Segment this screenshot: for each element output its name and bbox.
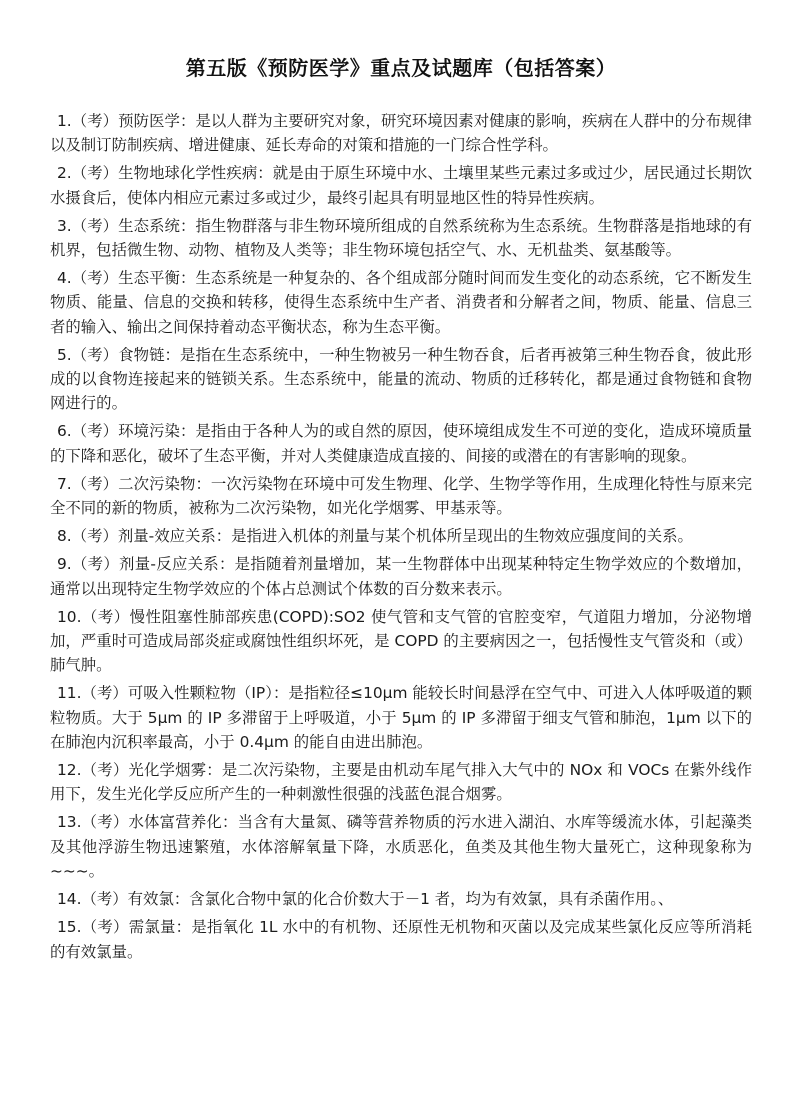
question-text: （考）可吸入性颗粒物（IP）：是指粒径≤10μm 能较长时间悬浮在空气中、可进入人体呼吸道的颗粒物质。大于 5μm 的 IP 多滞留于上呼吸道，小于 5μm 的 IP 多滞留于细支气管和肺泡，1μm 以下的在肺泡内沉积率最高，小于 0.4μm 的能自由进出肺泡。 [50, 684, 752, 751]
question-item [50, 214, 752, 262]
question-item [50, 343, 752, 416]
question-text: （考）生物地球化学性疾病：就是由于原生环境中水、土壤里某些元素过多或过少，居民通过长期饮水摄食后，使体内相应元素过多或过少，最终引起具有明显地区性的特异性疾病。 [50, 164, 752, 207]
question-item [50, 109, 752, 157]
question-text: （考）食物链：是指在生态系统中，一种生物被另一种生物吞食，后者再被第三种生物吞食，彼此形成的以食物连接起来的链锁关系。生态系统中，能量的流动、物质的迁移转化，都是通过食物链和食物网进行的。 [50, 345, 752, 413]
question-number: 12. [57, 761, 82, 780]
question-text: （考）光化学烟雾：是二次污染物，主要是由机动车尾气排入大气中的 NOx 和 VOCs 在紫外线作用下，发生光化学反应所产生的一种刺激性很强的浅蓝色混合烟雾。 [50, 761, 752, 804]
question-item [50, 681, 752, 754]
question-text: （考）剂量-反应关系：是指随着剂量增加，某一生物群体中出现某种特定生物学效应的个数增加，通常以出现特定生物学效应的个体占总测试个体数的百分数来表示。 [50, 555, 752, 598]
question-text: （考）需氯量：是指氧化 1L 水中的有机物、还原性无机物和灭菌以及完成某些氯化反应等所消耗的有效氯量。 [50, 918, 752, 961]
question-number: 4. [57, 269, 72, 288]
question-number: 15. [57, 918, 82, 937]
question-number: 10. [57, 607, 82, 626]
question-number: 5. [57, 345, 72, 364]
question-text: （考）慢性阻塞性肺部疾患(COPD):SO2 使气管和支气管的官腔变窄，气道阻力增加，分泌物增加，严重时可造成局部炎症或腐蚀性组织坏死，是 COPD 的主要病因之一，包括慢性支气管炎和（或）肺气肿。 [50, 607, 752, 675]
question-number: 11. [57, 684, 82, 703]
question-number: 6. [57, 422, 72, 441]
question-text: （考）生态平衡：生态系统是一种复杂的、各个组成部分随时间而发生变化的动态系统，它不断发生物质、能量、信息的交换和转移，使得生态系统中生产者、消费者和分解者之间，物质、能量、信息三者的输入、输出之间保持着动态平衡状态，称为生态平衡。 [50, 269, 752, 336]
question-text: （考）剂量-效应关系：是指进入机体的剂量与某个机体所呈现出的生物效应强度间的关系。 [71, 527, 693, 546]
question-text: （考）生态系统：指生物群落与非生物环境所组成的自然系统称为生态系统。生物群落是指地球的有机界，包括微生物、动物、植物及人类等；非生物环境包括空气、水、无机盐类、氨基酸等。 [50, 216, 752, 260]
question-number: 1. [57, 112, 72, 130]
question-item [50, 810, 752, 883]
question-number: 13. [57, 813, 82, 832]
question-text: （考）有效氯：含氯化合物中氯的化合价数大于－1 者，均为有效氯，具有杀菌作用。、 [81, 890, 674, 909]
question-item [50, 915, 752, 963]
question-list [50, 109, 752, 964]
question-item [50, 605, 752, 678]
question-item [50, 758, 752, 806]
question-number: 7. [57, 474, 72, 493]
question-number: 8. [57, 527, 72, 546]
question-item [50, 552, 752, 600]
question-item [50, 161, 752, 209]
question-item [50, 419, 752, 467]
question-number: 2. [57, 164, 72, 183]
question-text: （考）预防医学：是以人群为主要研究对象，研究环境因素对健康的影响，疾病在人群中的分布规律以及制订防制疾病、增进健康、延长寿命的对策和措施的一门综合性学科。 [50, 112, 752, 155]
question-number: 3. [57, 216, 72, 235]
question-item [50, 266, 752, 339]
question-item [50, 887, 752, 911]
question-number: 9. [57, 555, 72, 574]
question-text: （考）环境污染：是指由于各种人为的或自然的原因，使环境组成发生不可逆的变化，造成环境质量的下降和恶化，破坏了生态平衡，并对人类健康造成直接的、间接的或潜在的有害影响的现象。 [50, 422, 752, 465]
question-item [50, 524, 752, 548]
document-title: 第五版《预防医学》重点及试题库（包括答案） [185, 56, 617, 80]
question-text: （考）二次污染物：一次污染物在环境中可发生物理、化学、生物学等作用，生成理化特性与原来完全不同的新的物质，被称为二次污染物，如光化学烟雾、甲基汞等。 [50, 474, 752, 518]
question-text: （考）水体富营养化：当含有大量氮、磷等营养物质的污水进入湖泊、水库等缓流水体，引起藻类及其他浮游生物迅速繁殖，水体溶解氧量下降，水质恶化，鱼类及其他生物大量死亡，这种现象称为~~~。 [50, 813, 752, 880]
question-item [50, 472, 752, 520]
question-number: 14. [57, 890, 82, 909]
